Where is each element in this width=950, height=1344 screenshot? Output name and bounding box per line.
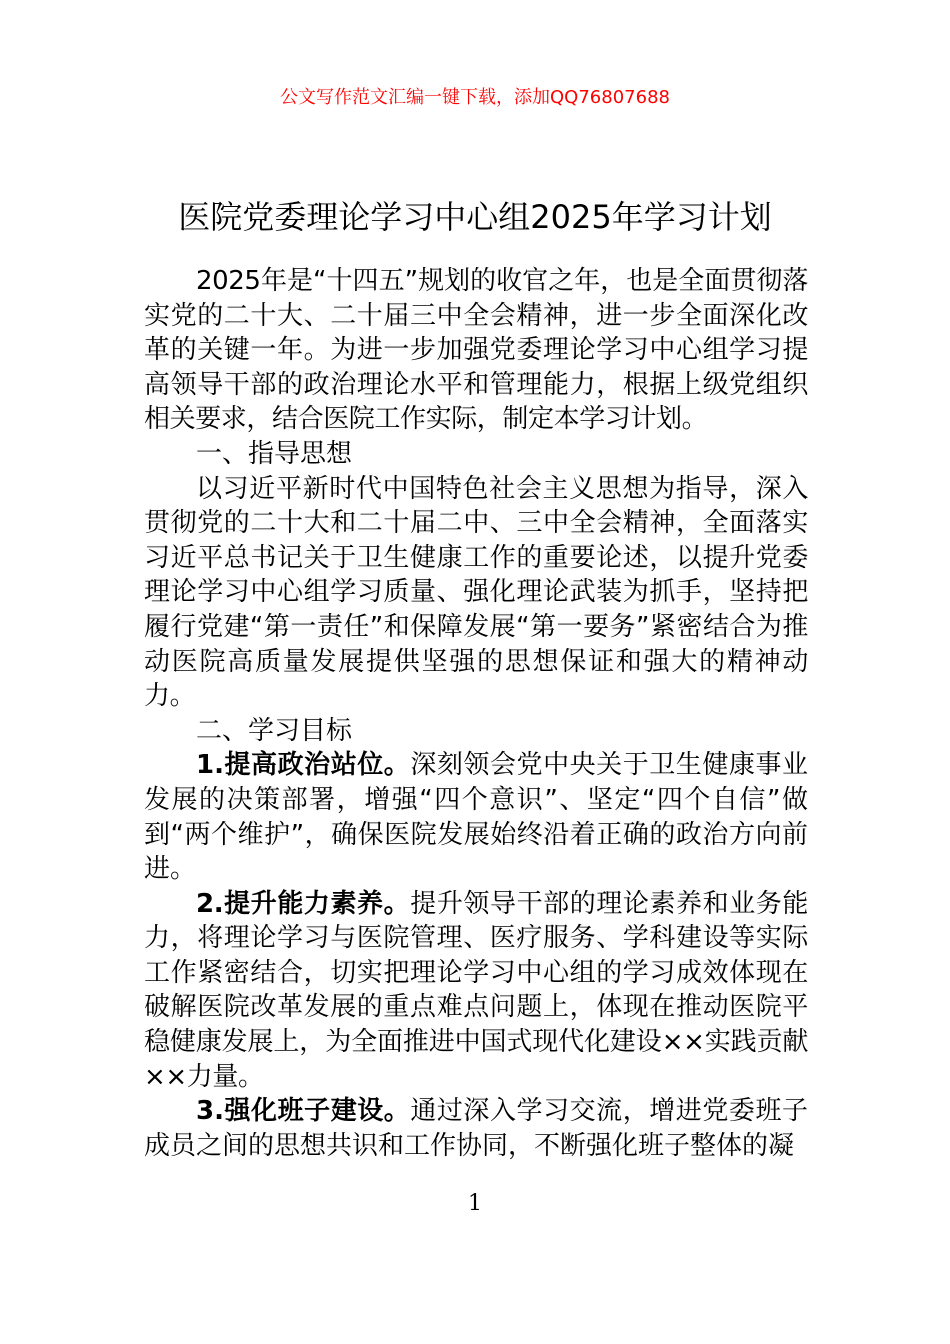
goal-item-2-label: 2.提升能力素养。	[196, 888, 411, 919]
document-title: 医院党委理论学习中心组2025年学习计划	[178, 198, 772, 237]
goal-item-3-text: 通过深入学习交流，增进党委班子成员之间的思想共识和工作协同，不断强化班子整体的凝	[144, 1096, 808, 1161]
goal-item-2	[144, 887, 808, 1095]
goal-item-3-label: 3.强化班子建设。	[196, 1096, 411, 1127]
intro-paragraph: 2025年是“十四五”规划的收官之年，也是全面贯彻落实党的二十大、二十届三中全会精神，进一步全面深化改革的关键一年。为进一步加强党委理论学习中心组学习提高领导干部的政治理论水平和管理能力，根据上级党组织相关要求，结合医院工作实际，制定本学习计划。	[144, 266, 808, 435]
goal-item-1-label: 1.提高政治站位。	[196, 750, 411, 781]
document-body	[144, 264, 808, 1163]
goal-item-1	[144, 748, 808, 886]
page-number: 1	[468, 1191, 482, 1216]
section-heading-learning-goals: 二、学习目标	[196, 715, 353, 746]
section-heading-guiding-ideology: 一、指导思想	[196, 438, 353, 469]
goal-item-2-text: 提升领导干部的理论素养和业务能力，将理论学习与医院管理、医疗服务、学科建设等实际工作紧密结合，切实把理论学习中心组的学习成效体现在破解医院改革发展的重点难点问题上，体现在推动医院平稳健康发展上，为全面推进中国式现代化建设××实践贡献××力量。	[144, 888, 808, 1092]
goal-item-3	[144, 1094, 808, 1163]
download-banner: 公文写作范文汇编一键下载，添加QQ76807688	[280, 87, 670, 108]
guiding-ideology-paragraph: 以习近平新时代中国特色社会主义思想为指导，深入贯彻党的二十大和二十届二中、三中全会精神，全面落实习近平总书记关于卫生健康工作的重要论述，以提升党委理论学习中心组学习质量、强化理论武装为抓手，坚持把履行党建“第一责任”和保障发展“第一要务”紧密结合为推动医院高质量发展提供坚强的思想保证和强大的精神动力。	[144, 473, 808, 712]
goal-item-1-text: 深刻领会党中央关于卫生健康事业发展的决策部署，增强“四个意识”、坚定“四个自信”做到“两个维护”，确保医院发展始终沿着正确的政治方向前进。	[144, 750, 808, 885]
